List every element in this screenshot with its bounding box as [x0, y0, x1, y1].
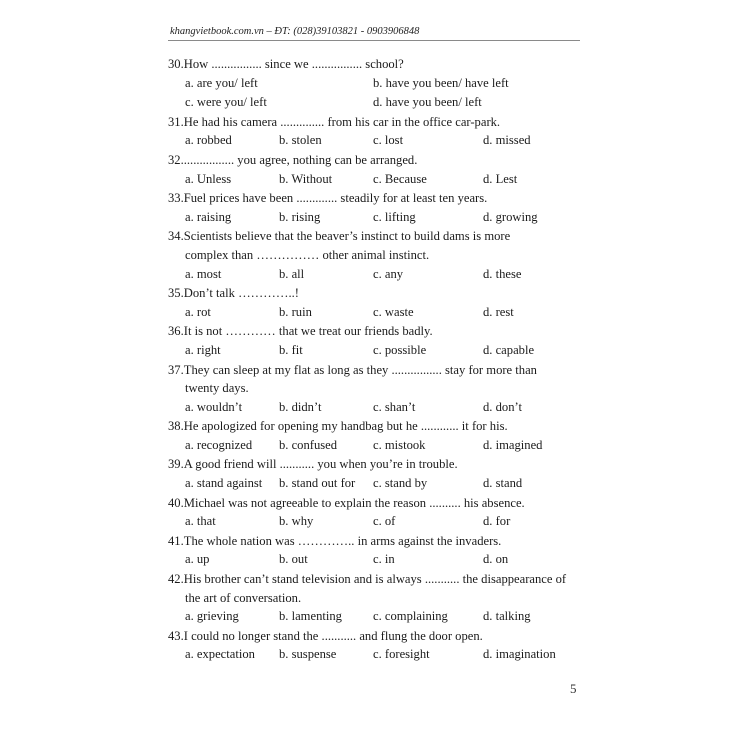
question-number: 39. — [168, 457, 184, 472]
question-line — [168, 627, 578, 646]
options-row — [168, 398, 578, 418]
answer-option: b. stolen — [279, 133, 322, 148]
question-item — [168, 570, 578, 627]
answer-option: c. foresight — [373, 647, 430, 662]
question-line — [168, 189, 578, 208]
answer-option: c. possible — [373, 342, 427, 357]
question-item — [168, 284, 578, 322]
options-row — [168, 303, 578, 323]
header-rule — [168, 40, 580, 41]
question-item — [168, 361, 578, 418]
question-line — [168, 494, 578, 513]
question-text: He apologized for opening my handbag but he ............ it for his. — [183, 419, 508, 434]
answer-option: d. don’t — [483, 399, 522, 414]
answer-option: d. capable — [483, 342, 535, 357]
options-row — [168, 265, 578, 285]
question-text: A good friend will ........... you when you’re in trouble. — [183, 457, 458, 472]
answer-option: d. stand — [483, 476, 523, 491]
options-row — [168, 645, 578, 665]
options-row — [168, 74, 578, 94]
options-row — [168, 170, 578, 190]
answer-option: b. lamenting — [279, 609, 342, 624]
question-text: Don’t talk …………..! — [183, 286, 299, 301]
question-list — [168, 55, 578, 665]
answer-option: b. fit — [279, 342, 303, 357]
answer-option: d. have you been/ left — [373, 95, 482, 110]
answer-option: d. these — [483, 266, 522, 281]
answer-option: d. talking — [483, 609, 531, 624]
answer-option: b. confused — [279, 437, 338, 452]
options-row — [168, 341, 578, 361]
question-number: 43. — [168, 628, 184, 643]
question-text: His brother can’t stand television and is always ........... the disappearance of — [183, 572, 567, 587]
answer-option: d. on — [483, 552, 509, 567]
question-text: The whole nation was ………….. in arms against the invaders. — [183, 533, 502, 548]
answer-option: c. of — [373, 514, 396, 529]
question-line — [168, 455, 578, 474]
question-text: He had his camera .............. from his car in the office car-park. — [183, 114, 501, 129]
answer-option: b. didn’t — [279, 399, 322, 414]
question-number: 40. — [168, 495, 184, 510]
question-number: 38. — [168, 419, 184, 434]
answer-option: c. lost — [373, 133, 404, 148]
question-item — [168, 322, 578, 360]
question-text: Michael was not agreeable to explain the reason .......... his absence. — [183, 495, 525, 510]
question-text-continued: the art of conversation. — [185, 590, 302, 605]
options-row — [168, 208, 578, 228]
answer-option: c. Because — [373, 171, 427, 186]
question-number: 32. — [168, 152, 184, 167]
answer-option: c. were you/ left — [185, 95, 267, 110]
question-line — [168, 361, 578, 380]
question-line — [168, 113, 578, 132]
answer-option: c. lifting — [373, 209, 416, 224]
options-row — [168, 512, 578, 532]
question-number: 34. — [168, 229, 184, 244]
answer-option: d. growing — [483, 209, 538, 224]
answer-option: a. right — [185, 342, 221, 357]
question-line — [168, 151, 578, 170]
question-item — [168, 227, 578, 284]
question-item — [168, 189, 578, 227]
question-item — [168, 417, 578, 455]
question-number: 42. — [168, 572, 184, 587]
answer-option: c. complaining — [373, 609, 448, 624]
question-text: They can sleep at my flat as long as they ................ stay for more than — [183, 362, 537, 377]
question-number: 35. — [168, 286, 184, 301]
question-number: 41. — [168, 533, 184, 548]
question-text: ................ you agree, nothing can be arranged. — [183, 152, 418, 167]
question-line — [168, 55, 578, 74]
question-number: 37. — [168, 362, 184, 377]
answer-option: b. suspense — [279, 647, 337, 662]
question-item — [168, 532, 578, 570]
question-text: Scientists believe that the beaver’s instinct to build dams is more — [183, 229, 511, 244]
answer-option: d. Lest — [483, 171, 518, 186]
question-line — [168, 284, 578, 303]
page-number: 5 — [570, 681, 577, 696]
answer-option: d. imagination — [483, 647, 556, 662]
answer-option: a. up — [185, 552, 210, 567]
answer-option: a. most — [185, 266, 222, 281]
question-number: 36. — [168, 324, 184, 339]
question-item — [168, 113, 578, 151]
question-item — [168, 151, 578, 189]
answer-option: a. rot — [185, 304, 211, 319]
answer-option: a. expectation — [185, 647, 255, 662]
question-item — [168, 55, 578, 113]
options-row — [168, 131, 578, 151]
question-line — [168, 227, 578, 246]
answer-option: b. rising — [279, 209, 321, 224]
answer-option: c. waste — [373, 304, 414, 319]
answer-option: a. raising — [185, 209, 232, 224]
answer-option: a. recognized — [185, 437, 253, 452]
answer-option: d. for — [483, 514, 511, 529]
page-header: khangvietbook.com.vn – ĐT: (028)39103821 - 0903906848 — [170, 26, 420, 37]
answer-option: b. have you been/ have left — [373, 75, 509, 90]
question-line — [168, 532, 578, 551]
question-number: 33. — [168, 191, 184, 206]
question-item — [168, 455, 578, 493]
answer-option: c. any — [373, 266, 404, 281]
answer-option: d. rest — [483, 304, 514, 319]
answer-option: a. Unless — [185, 171, 232, 186]
answer-option: a. stand against — [185, 476, 263, 491]
answer-option: c. mistook — [373, 437, 426, 452]
question-text: I could no longer stand the ........... and flung the door open. — [183, 628, 483, 643]
options-row — [168, 550, 578, 570]
answer-option: c. shan’t — [373, 399, 416, 414]
answer-option: b. why — [279, 514, 314, 529]
answer-option: b. ruin — [279, 304, 312, 319]
answer-option: b. stand out for — [279, 476, 356, 491]
question-text: How ................ since we ................ school? — [183, 57, 404, 71]
answer-option: a. wouldn’t — [185, 399, 243, 414]
question-text-continued: complex than …………… other animal instinct. — [185, 247, 430, 262]
question-text: Fuel prices have been ............. steadily for at least ten years. — [183, 191, 488, 206]
options-row — [168, 474, 578, 494]
answer-option: d. imagined — [483, 437, 543, 452]
answer-option: a. that — [185, 514, 216, 529]
answer-option: d. missed — [483, 133, 531, 148]
question-line — [168, 417, 578, 436]
answer-option: b. Without — [279, 171, 333, 186]
question-number: 31. — [168, 114, 184, 129]
answer-option: a. grieving — [185, 609, 239, 624]
options-row — [168, 436, 578, 456]
question-line — [168, 322, 578, 341]
answer-option: c. stand by — [373, 476, 428, 491]
answer-option: b. out — [279, 552, 308, 567]
question-item — [168, 627, 578, 665]
answer-option: a. are you/ left — [185, 75, 258, 90]
question-item — [168, 494, 578, 532]
question-text: It is not ………… that we treat our friends badly. — [183, 324, 433, 339]
answer-option: a. robbed — [185, 133, 232, 148]
options-row — [168, 93, 578, 113]
question-text-continued: twenty days. — [185, 381, 249, 396]
question-number: 30. — [168, 57, 184, 71]
answer-option: c. in — [373, 552, 395, 567]
options-row — [168, 607, 578, 627]
answer-option: b. all — [279, 266, 305, 281]
question-line — [168, 570, 578, 589]
